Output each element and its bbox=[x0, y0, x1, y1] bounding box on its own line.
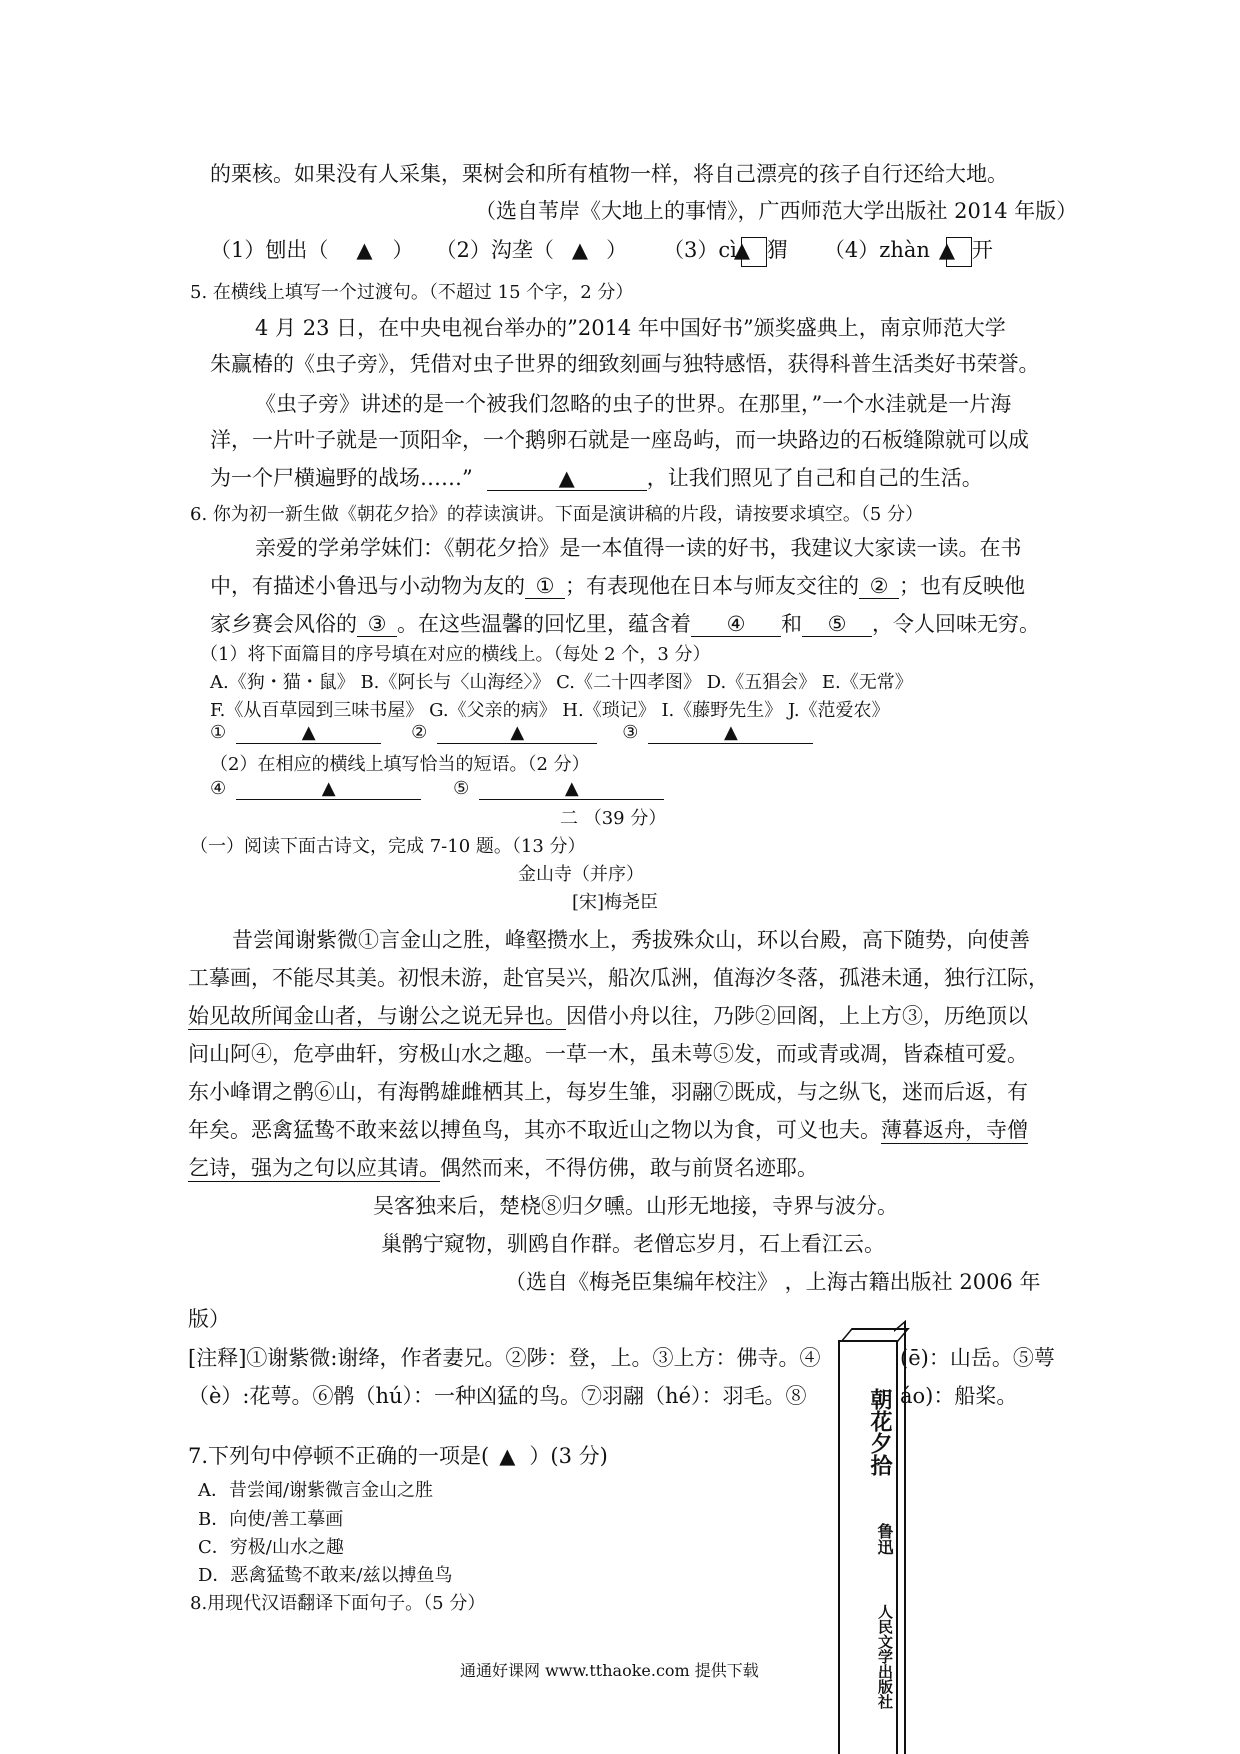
note-line-2: （è）:花萼。⑥鹘（hú）：一种凶猛的鸟。⑦羽翮（hé）：羽毛。⑧ bbox=[188, 1384, 807, 1408]
prose-line-7: 乞诗，强为之句以应其请。偶然而来，不得仿佛，敢与前贤名迹耶。 bbox=[188, 1156, 818, 1180]
q7-option-d[interactable]: D．恶禽猛鸷不敢来/兹以搏鱼鸟 bbox=[198, 1565, 453, 1586]
q6-line-1: 亲爱的学弟学妹们：《朝花夕拾》是一本值得一读的好书，我建议大家读一读。在书 bbox=[255, 536, 1022, 560]
answer-blank[interactable]: ▲ bbox=[236, 723, 381, 744]
poem-author: [宋]梅尧臣 bbox=[572, 892, 659, 913]
options-row-1: A.《狗・猫・鼠》 B.《阿长与〈山海经〉》 C.《二十四孝图》 D.《五猖会》 E.《无常》 bbox=[210, 672, 913, 693]
q6-line-3: 家乡赛会风俗的 ③ 。在这些温馨的回忆里，蕴含着 ④ 和 ⑤ ，令人回味无穷。 bbox=[210, 612, 1040, 636]
q7-option-a[interactable]: A．昔尝闻/谢紫微言金山之胜 bbox=[198, 1480, 434, 1501]
triangle-icon: ▲ bbox=[938, 237, 956, 262]
note-line-1-end: (ē)：山岳。⑤萼 bbox=[900, 1346, 1055, 1370]
note-line-2-end: áo)：船桨。 bbox=[900, 1384, 1018, 1408]
answer-blank[interactable]: ▲ bbox=[479, 779, 664, 800]
prose-line-5: 东小峰谓之鹘⑥山，有海鹘雄雌栖其上，每岁生雏，羽翮⑦既成，与之纵飞，迷而后返，有 bbox=[188, 1080, 1028, 1104]
q7-option-b[interactable]: B．向使/善工摹画 bbox=[198, 1509, 344, 1530]
q5-line-4: 洋，一片叶子就是一顶阳伞，一个鹅卵石就是一座岛屿，而一块路边的石板缝隙就可以成 bbox=[210, 428, 1029, 452]
triangle-icon: ▲ bbox=[571, 238, 589, 262]
q6-sub-2: （2）在相应的横线上填写恰当的短语。（2 分） bbox=[210, 754, 590, 775]
triangle-icon: ▲ bbox=[499, 1444, 516, 1468]
answer-blank[interactable]: ▲ bbox=[648, 723, 813, 744]
q6-sub-1: （1）将下面篇目的序号填在对应的横线上。（每处 2 个，3 分） bbox=[200, 644, 711, 665]
q8-question: 8.用现代汉语翻译下面句子。（5 分） bbox=[190, 1593, 486, 1614]
spine-front bbox=[838, 1340, 898, 1754]
answer-blank[interactable]: ④ bbox=[691, 613, 781, 637]
answer-blank[interactable]: ⑤ bbox=[802, 613, 872, 637]
answer-blank[interactable]: ▲ bbox=[487, 467, 647, 491]
q5-line-5: 为一个尸横遍野的战场……” ▲ ，让我们照见了自己和自己的生活。 bbox=[210, 466, 983, 490]
section-heading: 二 （39 分） bbox=[560, 808, 667, 829]
answer-blank[interactable]: ▲ bbox=[437, 723, 597, 744]
triangle-icon: ▲ bbox=[733, 237, 751, 262]
answer-box[interactable] bbox=[938, 237, 972, 267]
verse-line-2: 巢鹘宁窥物，驯鸥自作群。老僧忘岁月，石上看江云。 bbox=[381, 1232, 885, 1256]
source-citation: （选自苇岸《大地上的事情》，广西师范大学出版社 2014 年版） bbox=[475, 199, 1078, 223]
source-citation-2: （选自《梅尧臣集编年校注》 ，上海古籍出版社 2006 年 bbox=[505, 1270, 1041, 1294]
answer-blank[interactable]: ② bbox=[859, 575, 899, 599]
underlined-sentence: 薄暮返舟，寺僧 bbox=[881, 1118, 1028, 1142]
prose-line-2: 工摹画，不能尽其美。初恨未游，赴官吴兴，船次瓜洲，值海汐冬落，孤港未通，独行江际， bbox=[188, 966, 1049, 990]
q6-line-2: 中，有描述小鲁迅与小动物为友的 ① ；有表现他在日本与师友交往的 ② ；也有反映他 bbox=[210, 574, 1025, 598]
source-citation-2-end: 版） bbox=[188, 1307, 230, 1331]
options-row-2: F.《从百草园到三味书屋》 G.《父亲的病》 H.《琐记》 I.《藤野先生》 J.《范爱农》 bbox=[210, 700, 890, 721]
q7-question: 7.下列句中停顿不正确的一项是( ▲ ）(3 分) bbox=[188, 1444, 608, 1468]
prose-line-3: 始见故所闻金山者，与谢公之说无异也。因借小舟以往，乃陟②回阁，上上方③，历绝顶以 bbox=[188, 1004, 1028, 1028]
q6-title: 6. 你为初一新生做《朝花夕拾》的荐读演讲。下面是演讲稿的片段，请按要求填空。（5 分） bbox=[190, 504, 924, 525]
spine-title: 朝花夕拾 bbox=[867, 1388, 893, 1476]
paragraph-end: 的栗核。如果没有人采集，栗树会和所有植物一样，将自己漂亮的孩子自行还给大地。 bbox=[210, 162, 1008, 186]
q7-option-c[interactable]: C．穷极/山水之趣 bbox=[198, 1537, 344, 1558]
q5-title: 5. 在横线上填写一个过渡句。（不超过 15 个字，2 分） bbox=[190, 282, 634, 303]
answer-blank[interactable]: ① bbox=[525, 575, 565, 599]
prose-line-1: 昔尝闻谢紫微①言金山之胜，峰壑攒水上，秀拔殊众山，环以台殿，高下随势，向使善 bbox=[232, 928, 1030, 952]
answer-blank[interactable]: ③ bbox=[357, 613, 397, 637]
spine-publisher: 人民文学出版社 bbox=[876, 1603, 894, 1709]
answer-row-1: ① ▲ ② ▲ ③ ▲ bbox=[210, 722, 813, 744]
part-heading: （一）阅读下面古诗文，完成 7-10 题。（13 分） bbox=[190, 836, 586, 857]
underlined-sentence: 始见故所闻金山者，与谢公之说无异也。 bbox=[188, 1004, 566, 1028]
q5-line-2: 朱赢椿的《虫子旁》，凭借对虫子世界的细致刻画与独特感悟，获得科普生活类好书荣誉。 bbox=[210, 352, 1040, 376]
note-line-1: [注释]①谢紫微:谢绛，作者妻兄。②陟：登，上。③上方：佛寺。④ bbox=[188, 1346, 821, 1370]
q5-line-3: 《虫子旁》讲述的是一个被我们忽略的虫子的世界。在那里，”一个水洼就是一片海 bbox=[255, 392, 1012, 416]
q5-line-1: 4 月 23 日，在中央电视台举办的”2014 年中国好书”颁奖盛典上，南京师范大学 bbox=[255, 316, 1006, 340]
answer-row-2: ④ ▲ ⑤ ▲ bbox=[210, 778, 664, 800]
answer-box[interactable] bbox=[733, 237, 767, 267]
q4-items: （1）刨出（ ▲ ） （2）沟垄（ ▲ ） （3）cì ▲ 猬 （4）zhàn ▲ 开 bbox=[210, 234, 993, 267]
triangle-icon: ▲ bbox=[356, 238, 373, 262]
underlined-sentence: 乞诗，强为之句以应其请。 bbox=[188, 1156, 440, 1180]
spine-author: 鲁迅 bbox=[875, 1523, 894, 1555]
prose-line-6: 年矣。恶禽猛鸷不敢来兹以搏鱼鸟，其亦不取近山之物以为食，可义也夫。薄暮返舟，寺僧 bbox=[188, 1118, 1028, 1142]
verse-line-1: 吴客独来后，楚桡⑧归夕曛。山形无地接，寺界与波分。 bbox=[373, 1194, 898, 1218]
answer-blank[interactable]: ▲ bbox=[236, 779, 421, 800]
footer-text: 通通好课网 www.tthaoke.com 提供下载 bbox=[460, 1661, 759, 1680]
poem-title: 金山寺（并序） bbox=[518, 864, 644, 885]
prose-line-4: 问山阿④，危亭曲轩，穷极山水之趣。一草一木，虽未萼⑤发，而或青或凋，皆森植可爱。 bbox=[188, 1042, 1028, 1066]
